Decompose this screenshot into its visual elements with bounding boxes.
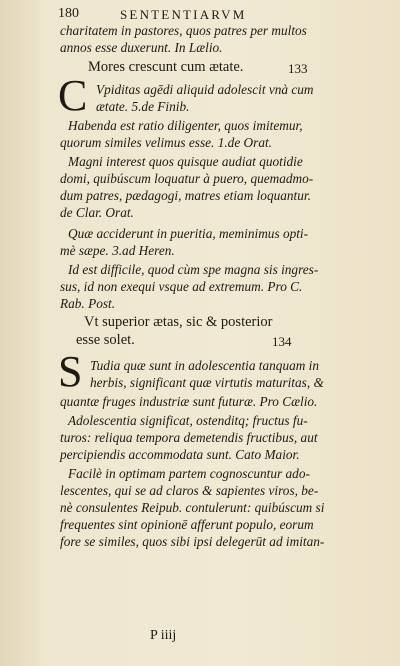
text-line: quorum similes velimus esse. 1.de Orat. [60, 135, 272, 150]
text-line: mè sæpe. 3.ad Heren. [60, 243, 175, 258]
text-line: Rab. Post. [60, 296, 116, 311]
text-line: Facilè in optimam partem cognoscuntur ado- [68, 466, 310, 481]
text-line: annos esse duxerunt. In Lælio. [60, 40, 223, 55]
text-line: percipiendis accommodata sunt. Cato Maior. [60, 447, 300, 462]
text-line: ætate. 5.de Finib. [96, 99, 190, 114]
text-line: Habenda est ratio diligenter, quos imitemur, [68, 118, 303, 133]
text-line: turos: reliqua tempora demetendis fructibus, aut [60, 430, 318, 445]
text-line: de Clar. Orat. [60, 205, 134, 220]
text-line: domi, quibúscum loquatur à puero, quemadmo- [60, 171, 314, 186]
text-line: quantæ fruges industriæ sunt futuræ. Pro Cælio. [60, 394, 318, 409]
section-number: 134 [272, 334, 292, 349]
text-line: Id est difficile, quod cùm spe magna sis ingres- [68, 262, 319, 277]
text-line: Magni interest quos quisque audiat quotidie [68, 154, 303, 169]
text-line: Tudia quæ sunt in adolescentia tanquam in [90, 358, 320, 373]
text-line: frequentes sint opinionē afferunt populo, eorum [60, 517, 314, 532]
section-number: 133 [288, 61, 308, 76]
section-heading: esse solet. [76, 332, 135, 348]
section-heading: Mores crescunt cum ætate. [88, 59, 244, 75]
text-line: Vpiditas agēdi aliquid adolescit vnà cum [96, 82, 314, 97]
page-number: 180 [58, 6, 79, 21]
running-head: SENTENTIARVM [120, 7, 247, 22]
text-line: Quæ acciderunt in pueritia, meminimus opti- [68, 226, 309, 241]
text-line: charitatem in pastores, quos patres per multos [60, 23, 307, 38]
text-line: nè consulentes Reipub. contulerunt: quibúscum si [60, 500, 325, 515]
text-line: fore se similes, quos sibi ipsi delegerūt ad imitan- [60, 534, 325, 549]
text-line: herbis, significant quæ virtutis maturitas, & [90, 375, 324, 390]
text-line: sus, id non exequi vsque ad extremum. Pro C. [60, 279, 303, 294]
text-line: dum patres, pædagogi, matres etiam loquantur. [60, 188, 311, 203]
drop-cap: C [58, 71, 88, 120]
section-heading: Vt superior ætas, sic & posterior [84, 314, 273, 330]
drop-cap: S [58, 347, 83, 396]
text-line: Adolescentia significat, ostenditq; fructus fu- [68, 413, 308, 428]
text-line: lescentes, qui se ad claros & sapientes viros, be- [60, 483, 319, 498]
signature-mark: P iiij [150, 628, 177, 643]
